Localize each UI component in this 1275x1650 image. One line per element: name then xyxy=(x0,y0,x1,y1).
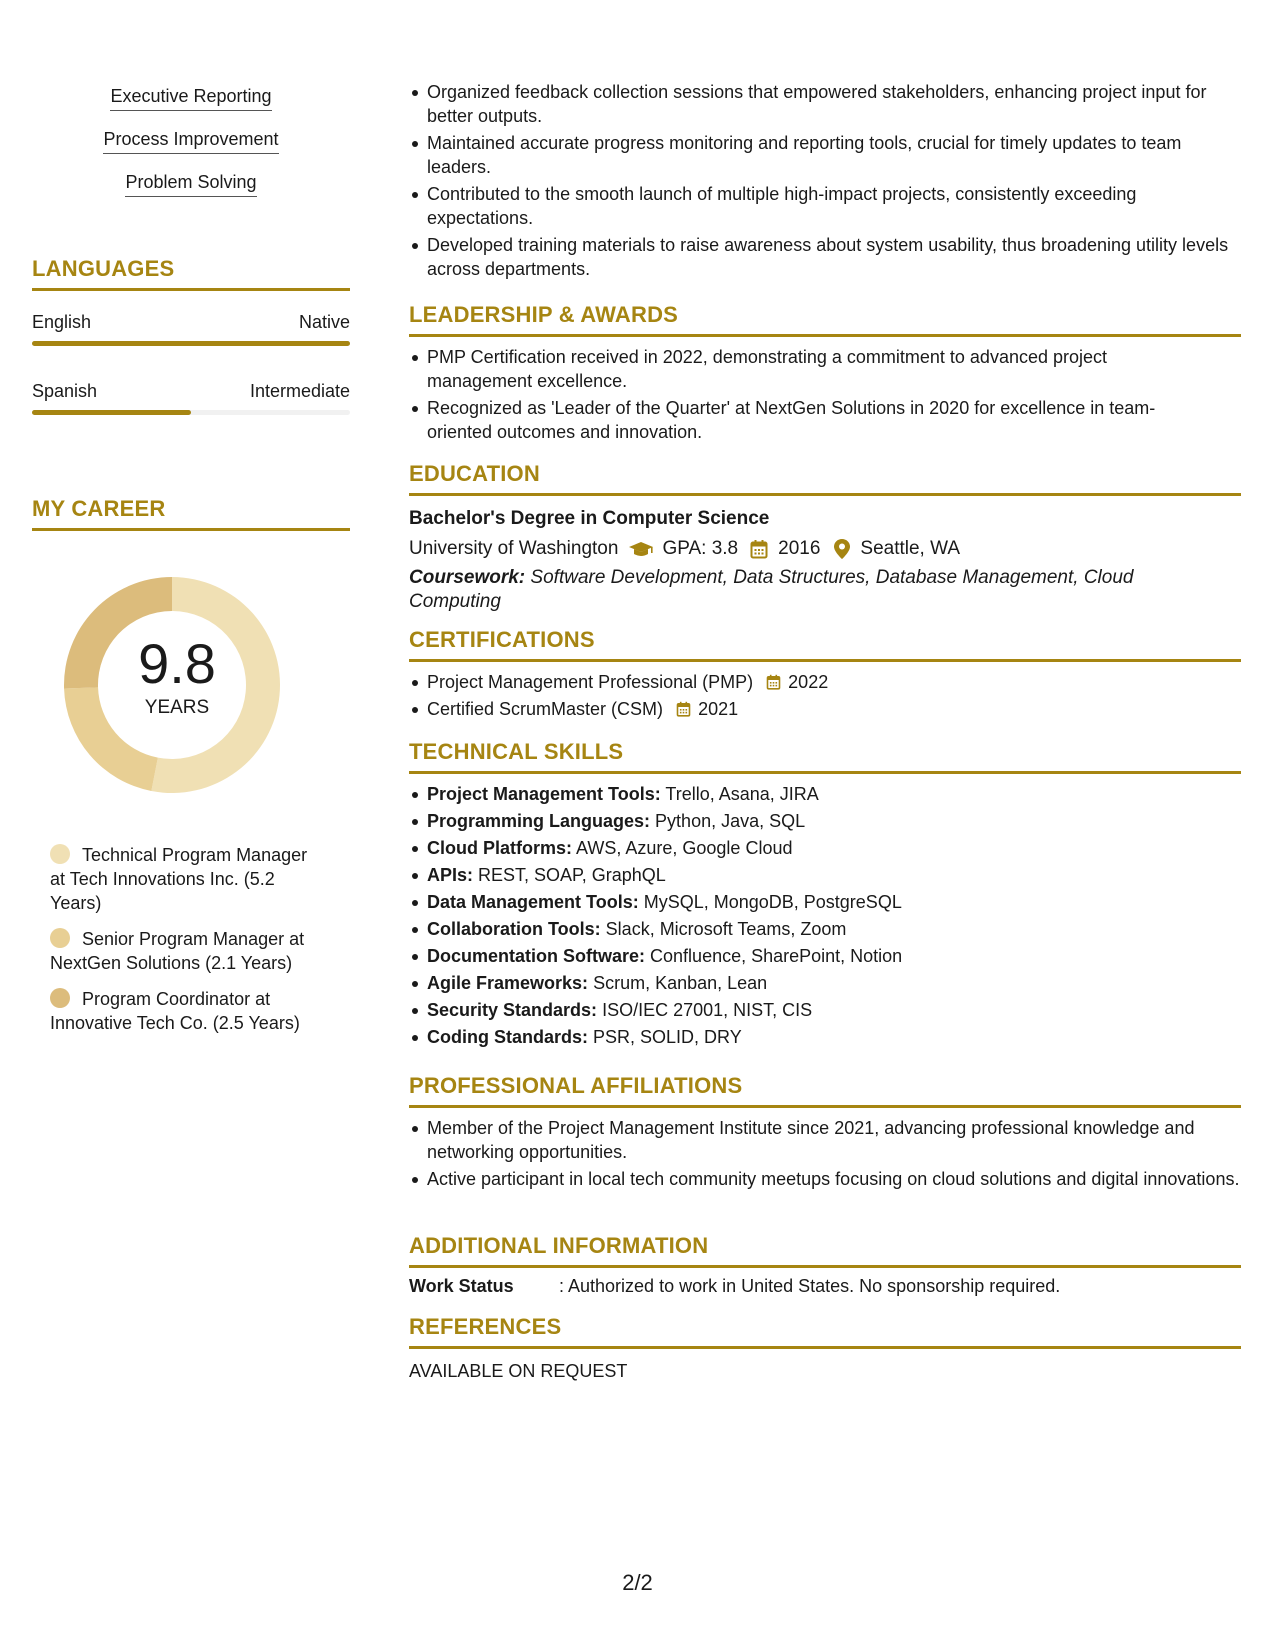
calendar-icon xyxy=(766,674,781,690)
language-name: English xyxy=(32,312,92,332)
education-degree: Bachelor's Degree in Computer Science xyxy=(409,508,770,529)
work-status-value: : Authorized to work in United States. No sponsorship required. xyxy=(559,1276,1061,1296)
references-text: AVAILABLE ON REQUEST xyxy=(409,1361,628,1381)
list-item xyxy=(409,917,1241,941)
languages-section xyxy=(32,256,350,415)
language-bar-fill xyxy=(32,410,191,415)
career-donut-chart xyxy=(32,555,350,815)
skill-tags xyxy=(32,84,350,197)
list-item xyxy=(409,971,1241,995)
legend-label: Technical Program Manager at Tech Innovations Inc. (5.2 Years) xyxy=(50,845,308,913)
career-total: 9.8 xyxy=(138,632,216,695)
cert-year: 2022 xyxy=(788,672,829,692)
skill-value: Confluence, SharePoint, Notion xyxy=(650,946,903,966)
skill-value: ISO/IEC 27001, NIST, CIS xyxy=(602,1000,813,1020)
list-item: Member of the Project Management Institute since 2021, advancing professional knowledge and networking opportunities. xyxy=(409,1116,1241,1164)
certifications-section xyxy=(409,627,1241,721)
legend-item xyxy=(50,987,322,1035)
section-title: PROFESSIONAL AFFILIATIONS xyxy=(409,1073,1241,1108)
list-item: Maintained accurate progress monitoring and reporting tools, crucial for timely updates to team leaders. xyxy=(409,131,1241,179)
technical-skills-list xyxy=(409,782,1241,1049)
career-unit: YEARS xyxy=(144,697,210,718)
career-section xyxy=(32,496,350,1035)
technical-skills-section xyxy=(409,739,1241,1049)
language-bar xyxy=(32,410,350,415)
calendar-icon xyxy=(750,539,768,559)
skill-value: Slack, Microsoft Teams, Zoom xyxy=(605,919,847,939)
list-item xyxy=(409,782,1241,806)
section-title: LANGUAGES xyxy=(32,256,350,291)
language-level: Intermediate xyxy=(249,381,350,401)
list-item: Recognized as 'Leader of the Quarter' at NextGen Solutions in 2020 for excellence in team-oriented outcomes and innovation. xyxy=(409,396,1201,444)
skill-label: Security Standards: xyxy=(427,1000,598,1020)
cert-name: Project Management Professional (PMP) xyxy=(427,672,754,692)
skill-label: Agile Frameworks: xyxy=(427,973,589,993)
work-status-label: Work Status xyxy=(409,1276,514,1296)
language-bar xyxy=(32,341,350,346)
list-item xyxy=(409,944,1241,968)
skill-value: Python, Java, SQL xyxy=(655,811,806,831)
skill-label: Programming Languages: xyxy=(427,811,651,831)
skill-value: Scrum, Kanban, Lean xyxy=(593,973,768,993)
language-item xyxy=(32,380,350,415)
skill-label: Cloud Platforms: xyxy=(427,838,573,858)
section-title: EDUCATION xyxy=(409,461,1241,496)
list-item: Contributed to the smooth launch of multiple high-impact projects, consistently exceeding expectations. xyxy=(409,182,1241,230)
education-meta xyxy=(409,536,1241,562)
cert-name: Certified ScrumMaster (CSM) xyxy=(427,699,664,719)
page-number: 2/2 xyxy=(622,1570,653,1595)
legend-label: Program Coordinator at Innovative Tech Co. (2.5 Years) xyxy=(50,989,300,1033)
skill-value: MySQL, MongoDB, PostgreSQL xyxy=(643,892,902,912)
legend-dot xyxy=(50,988,70,1008)
education-coursework xyxy=(409,566,1241,614)
additional-info-section xyxy=(409,1233,1241,1298)
career-legend xyxy=(32,843,322,1035)
section-title: LEADERSHIP & AWARDS xyxy=(409,302,1241,337)
legend-label: Senior Program Manager at NextGen Solutions (2.1 Years) xyxy=(50,929,305,973)
leadership-list xyxy=(409,345,1241,444)
skill-tag: Problem Solving xyxy=(125,170,256,197)
skill-tag: Process Improvement xyxy=(103,127,278,154)
legend-item xyxy=(50,927,322,975)
education-gpa: GPA: 3.8 xyxy=(662,538,739,559)
skill-tag: Executive Reporting xyxy=(110,84,271,111)
calendar-icon xyxy=(676,701,691,717)
list-item xyxy=(409,863,1241,887)
skill-label: APIs: xyxy=(427,865,474,885)
list-item xyxy=(409,697,1241,721)
education-section xyxy=(409,461,1241,614)
list-item: Active participant in local tech community meetups focusing on cloud solutions and digital innovations. xyxy=(409,1167,1241,1191)
list-item: PMP Certification received in 2022, demonstrating a commitment to advanced project management excellence. xyxy=(409,345,1201,393)
skill-label: Collaboration Tools: xyxy=(427,919,601,939)
section-title: MY CAREER xyxy=(32,496,350,531)
certifications-list xyxy=(409,670,1241,721)
skill-label: Documentation Software: xyxy=(427,946,646,966)
education-school: University of Washington xyxy=(409,538,619,559)
list-item: Organized feedback collection sessions that empowered stakeholders, enhancing project input for better outputs. xyxy=(409,80,1241,128)
list-item xyxy=(409,998,1241,1022)
section-title: ADDITIONAL INFORMATION xyxy=(409,1233,1241,1268)
list-item xyxy=(409,809,1241,833)
work-status-row xyxy=(409,1274,1241,1298)
section-title: REFERENCES xyxy=(409,1314,1241,1349)
legend-item xyxy=(50,843,322,915)
graduation-cap-icon xyxy=(628,540,654,558)
cert-year: 2021 xyxy=(698,699,739,719)
language-bar-fill xyxy=(32,341,350,346)
experience-bullets xyxy=(409,80,1241,281)
list-item xyxy=(409,1025,1241,1049)
language-item xyxy=(32,311,350,346)
affiliations-section xyxy=(409,1073,1241,1191)
education-year: 2016 xyxy=(778,538,821,559)
skill-label: Data Management Tools: xyxy=(427,892,639,912)
skill-label: Project Management Tools: xyxy=(427,784,661,804)
references-section xyxy=(409,1314,1241,1383)
affiliations-list xyxy=(409,1116,1241,1191)
skill-value: Trello, Asana, JIRA xyxy=(665,784,819,804)
education-location: Seattle, WA xyxy=(860,538,961,559)
list-item xyxy=(409,670,1241,694)
skill-value: REST, SOAP, GraphQL xyxy=(478,865,666,885)
skill-label: Coding Standards: xyxy=(427,1027,588,1047)
legend-dot xyxy=(50,844,70,864)
coursework-label: Coursework: xyxy=(409,567,526,588)
section-title: CERTIFICATIONS xyxy=(409,627,1241,662)
coursework-text: Software Development, Data Structures, Database Management, Cloud Computing xyxy=(409,567,1134,612)
skill-value: PSR, SOLID, DRY xyxy=(593,1027,742,1047)
leadership-section xyxy=(409,302,1241,444)
list-item: Developed training materials to raise awareness about system usability, thus broadening utility levels across departments. xyxy=(409,233,1241,281)
section-title: TECHNICAL SKILLS xyxy=(409,739,1241,774)
language-level: Native xyxy=(298,312,350,332)
list-item xyxy=(409,836,1241,860)
list-item xyxy=(409,890,1241,914)
map-pin-icon xyxy=(834,539,850,559)
legend-dot xyxy=(50,928,70,948)
language-name: Spanish xyxy=(32,381,98,401)
skill-value: AWS, Azure, Google Cloud xyxy=(576,838,793,858)
